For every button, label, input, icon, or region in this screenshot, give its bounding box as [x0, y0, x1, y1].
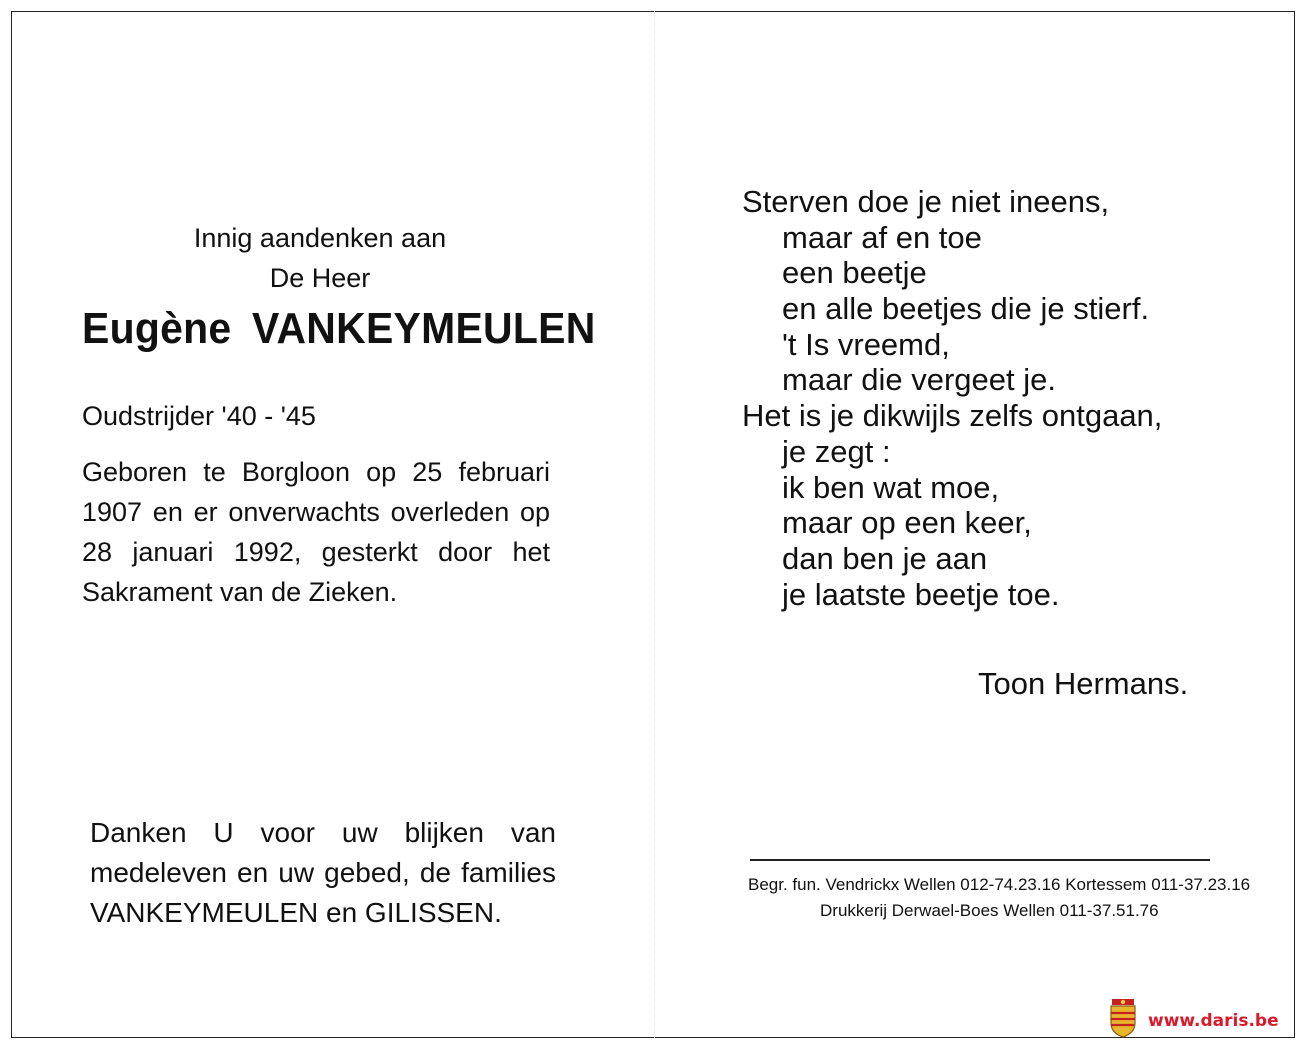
funeral-credit: Begr. fun. Vendrickx Wellen 012-74.23.16 Kortessem 011-37.23.16 [748, 875, 1251, 894]
intro-line-1: Innig aandenken aan [193, 223, 447, 253]
poem-line: en alle beetjes die je stierf. [782, 291, 1150, 327]
poem-line: je zegt : [782, 433, 891, 469]
poem-line: een beetje [782, 255, 927, 291]
intro-line-2: De Heer [269, 263, 371, 293]
bio-line: 1907 en er onverwachts overleden op [82, 497, 550, 527]
poem-line: je laatste beetje toe. [782, 576, 1060, 612]
bio-line: 28 januari 1992, gesterkt door het [82, 537, 550, 567]
poem-line: 't Is vreemd, [782, 326, 950, 362]
poem-line: maar die vergeet je. [782, 362, 1056, 398]
last-name: VANKEYMEULEN [251, 304, 596, 353]
watermark-link[interactable]: www.daris.be [1148, 1011, 1279, 1031]
thanks-line: Danken U voor uw blijken van [90, 817, 556, 848]
coat-of-arms-icon [1106, 997, 1140, 1039]
thanks-line: medeleven en uw gebed, de families [90, 857, 556, 888]
first-name: Eugène [82, 304, 232, 353]
veteran-line: Oudstrijder '40 - '45 [82, 401, 316, 431]
poem-line: dan ben je aan [782, 540, 988, 576]
biography [82, 452, 550, 612]
poem-line: Sterven doe je niet ineens, [742, 184, 1110, 219]
card-fold [654, 11, 655, 1038]
printer-credit: Drukkerij Derwael-Boes Wellen 011-37.51.76 [820, 901, 1159, 920]
poem-line: ik ben wat moe, [782, 469, 1000, 505]
poem [742, 184, 1162, 612]
deceased-name [82, 304, 596, 354]
poem-author: Toon Hermans. [978, 666, 1189, 701]
poem-line: maar af en toe [782, 219, 982, 255]
poem-line: Het is je dikwijls zelfs ontgaan, [742, 398, 1163, 434]
thanks-line: VANKEYMEULEN en GILISSEN. [90, 897, 502, 928]
poem-line: maar op een keer, [782, 505, 1032, 541]
credits-divider [750, 859, 1210, 861]
bio-line: Geboren te Borgloon op 25 februari [82, 457, 550, 487]
thanks-message [90, 813, 556, 933]
bio-line: Sakrament van de Zieken. [82, 577, 398, 607]
